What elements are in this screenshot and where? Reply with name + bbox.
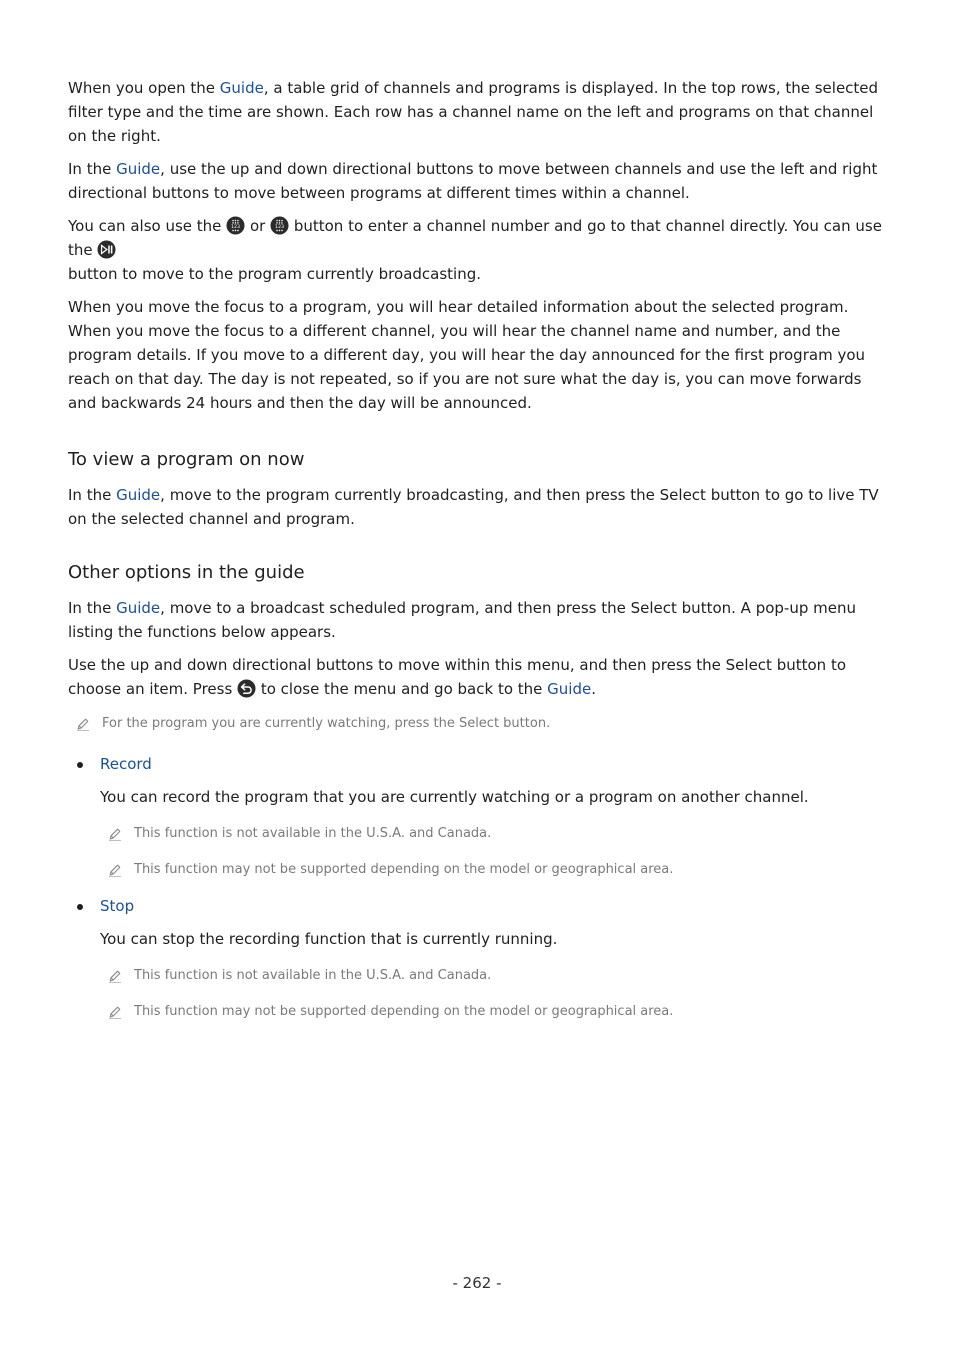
note-text: This function may not be supported depending on the model or geographical area. bbox=[134, 1004, 674, 1019]
page-number: - 262 - bbox=[452, 1274, 502, 1292]
section-heading-view-program: To view a program on now bbox=[68, 449, 305, 470]
pencil-note-icon bbox=[108, 1005, 122, 1019]
intro-paragraph-1: When you open the Guide, a table grid of channels and programs is displayed. In the top rows, the selected filter type and the time are shown. Each row has a channel name on the left and programs on that channel on the right. bbox=[68, 79, 879, 145]
pencil-note-icon bbox=[108, 969, 122, 983]
guide-link[interactable]: Guide bbox=[219, 79, 264, 97]
note bbox=[76, 715, 886, 733]
number-pad-icon bbox=[226, 216, 245, 235]
note-text: This function is not available in the U.S.A. and Canada. bbox=[134, 826, 492, 841]
note bbox=[108, 1003, 886, 1021]
pencil-note-icon bbox=[108, 863, 122, 877]
intro-paragraph-2: In the Guide, use the up and down directional buttons to move between channels and use the left and right directional buttons to move between programs at different times within a channel. bbox=[68, 160, 878, 202]
stop-link[interactable]: Stop bbox=[100, 897, 135, 915]
section-heading-other-options: Other options in the guide bbox=[68, 562, 305, 583]
other-options-paragraph-2: Use the up and down directional buttons to move within this menu, and then press the Select button to choose an item. Press to close the menu and go back to the Guide. bbox=[68, 656, 847, 698]
bullet-dot bbox=[77, 762, 83, 768]
note bbox=[108, 825, 886, 843]
guide-link[interactable]: Guide bbox=[116, 599, 161, 617]
other-options-paragraph-1: In the Guide, move to a broadcast scheduled program, and then press the Select button. A pop-up menu listing the functions below appears. bbox=[68, 599, 856, 641]
bullet-dot bbox=[77, 904, 83, 910]
number-pad-icon bbox=[270, 216, 289, 235]
intro-paragraph-3: You can also use the or button to enter a channel number and go to that channel directly. You can use the button to move to the program currently broadcasting. bbox=[68, 217, 882, 283]
note-text: For the program you are currently watching, press the Select button. bbox=[102, 716, 551, 731]
return-icon bbox=[237, 679, 256, 698]
pencil-note-icon bbox=[76, 717, 90, 731]
page-content bbox=[68, 76, 886, 1021]
view-program-paragraph: In the Guide, move to the program currently broadcasting, and then press the Select button to go to live TV on the selected channel and program. bbox=[68, 486, 879, 528]
record-link[interactable]: Record bbox=[100, 755, 152, 773]
record-description: You can record the program that you are currently watching or a program on another channel. bbox=[100, 788, 809, 806]
guide-link[interactable]: Guide bbox=[116, 160, 161, 178]
list-item-record bbox=[68, 752, 886, 776]
intro-paragraph-4: When you move the focus to a program, you will hear detailed information about the selected program. When you move the focus to a different channel, you will hear the channel name and number, and the program details. If you move to a different day, you will hear the day announced for the first program you reach on that day. The day is not repeated, so if you are not sure what the day is, you can move forwards and backwards 24 hours and then the day will be announced. bbox=[68, 298, 866, 412]
note bbox=[108, 967, 886, 985]
play-pause-icon bbox=[97, 240, 116, 259]
stop-description: You can stop the recording function that is currently running. bbox=[100, 930, 558, 948]
list-item-stop bbox=[68, 894, 886, 918]
note-text: This function may not be supported depending on the model or geographical area. bbox=[134, 862, 674, 877]
note bbox=[108, 861, 886, 879]
note-text: This function is not available in the U.S.A. and Canada. bbox=[134, 968, 492, 983]
guide-link[interactable]: Guide bbox=[116, 486, 161, 504]
pencil-note-icon bbox=[108, 827, 122, 841]
guide-link[interactable]: Guide bbox=[547, 680, 592, 698]
